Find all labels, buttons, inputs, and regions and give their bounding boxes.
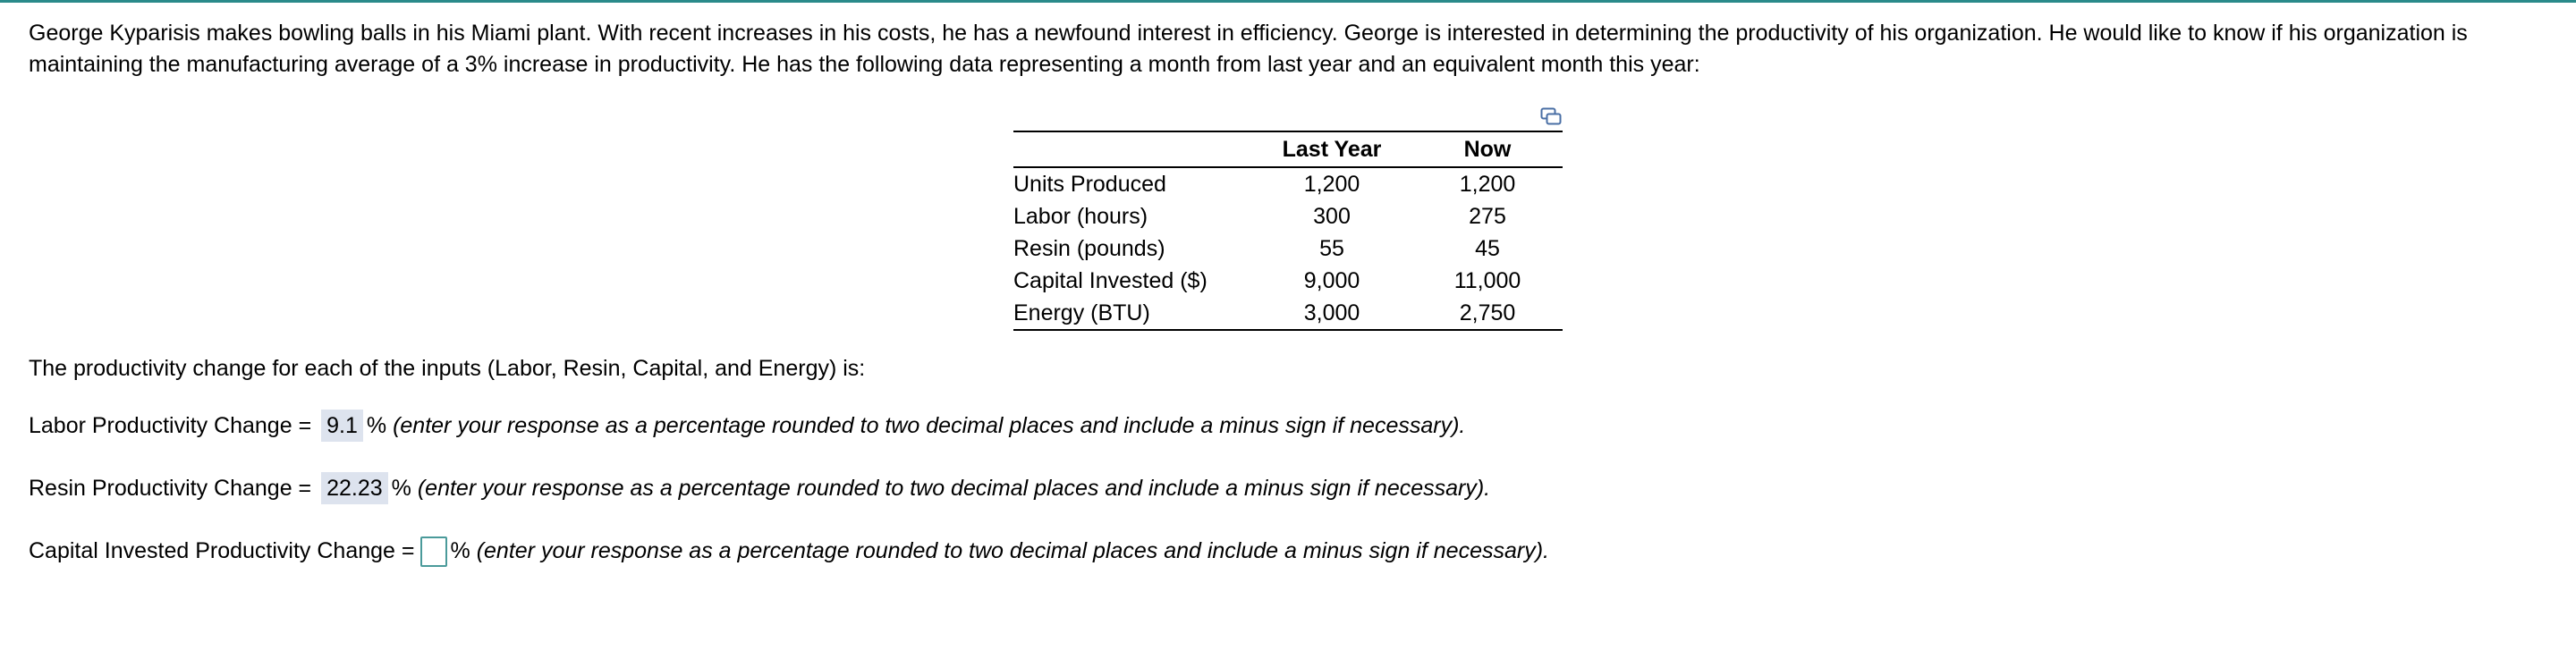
row-label: Capital Invested ($) xyxy=(1013,267,1208,293)
table-row xyxy=(1013,232,1563,265)
labor-instruction: (enter your response as a percentage rounded to two decimal places and include a minus sign if necessary). xyxy=(393,413,1466,438)
labor-question xyxy=(29,410,1465,442)
labor-answer-value[interactable]: 9.1 xyxy=(321,410,363,442)
row-now: 11,000 xyxy=(1453,267,1521,293)
copy-table-icon[interactable] xyxy=(1540,107,1562,125)
header-last-year: Last Year xyxy=(1282,136,1382,162)
row-now: 1,200 xyxy=(1459,171,1516,197)
table-row xyxy=(1013,167,1563,200)
table-header-row xyxy=(1013,131,1563,167)
productivity-data-table xyxy=(1013,131,1563,331)
resin-question-label: Resin Productivity Change = xyxy=(29,476,312,501)
resin-answer-value[interactable]: 22.23 xyxy=(321,472,388,504)
row-last-year: 300 xyxy=(1313,203,1351,229)
table-row xyxy=(1013,200,1563,232)
row-now: 275 xyxy=(1469,203,1506,229)
header-now: Now xyxy=(1463,136,1512,162)
resin-instruction: (enter your response as a percentage rounded to two decimal places and include a minus sign if necessary). xyxy=(417,476,1491,501)
row-now: 2,750 xyxy=(1459,300,1516,325)
row-last-year: 9,000 xyxy=(1303,267,1360,293)
row-label: Units Produced xyxy=(1013,171,1166,197)
capital-question xyxy=(29,535,1549,567)
capital-instruction: (enter your response as a percentage rounded to two decimal places and include a minus sign if necessary). xyxy=(476,538,1549,563)
table-row xyxy=(1013,297,1563,330)
problem-statement: George Kyparisis makes bowling balls in his Miami plant. With recent increases in his costs, he has a newfound interest in efficiency. George is interested in determining the productivity of his organization. He would like to know if his organization is maintaining the manufacturing average of a 3% increase in productivity. He has the following data representing a month from last year and an equivalent month this year: xyxy=(29,21,2468,77)
capital-answer-input[interactable] xyxy=(420,536,447,567)
resin-question xyxy=(29,472,1490,504)
row-label: Energy (BTU) xyxy=(1013,300,1150,325)
row-last-year: 55 xyxy=(1319,235,1344,261)
top-accent-rule xyxy=(0,0,2576,3)
inputs-intro-text: The productivity change for each of the inputs (Labor, Resin, Capital, and Energy) is: xyxy=(29,356,866,381)
labor-percent-sign: % xyxy=(366,413,387,438)
row-last-year: 3,000 xyxy=(1303,300,1360,325)
data-table-container xyxy=(1013,131,1563,331)
row-last-year: 1,200 xyxy=(1303,171,1360,197)
labor-question-label: Labor Productivity Change = xyxy=(29,413,312,438)
capital-question-label: Capital Invested Productivity Change = xyxy=(29,538,415,563)
row-label: Resin (pounds) xyxy=(1013,235,1165,261)
table-row xyxy=(1013,265,1563,297)
resin-percent-sign: % xyxy=(391,476,411,501)
row-label: Labor (hours) xyxy=(1013,203,1148,229)
row-now: 45 xyxy=(1475,235,1500,261)
header-label xyxy=(1013,131,1251,167)
capital-percent-sign: % xyxy=(450,538,470,563)
